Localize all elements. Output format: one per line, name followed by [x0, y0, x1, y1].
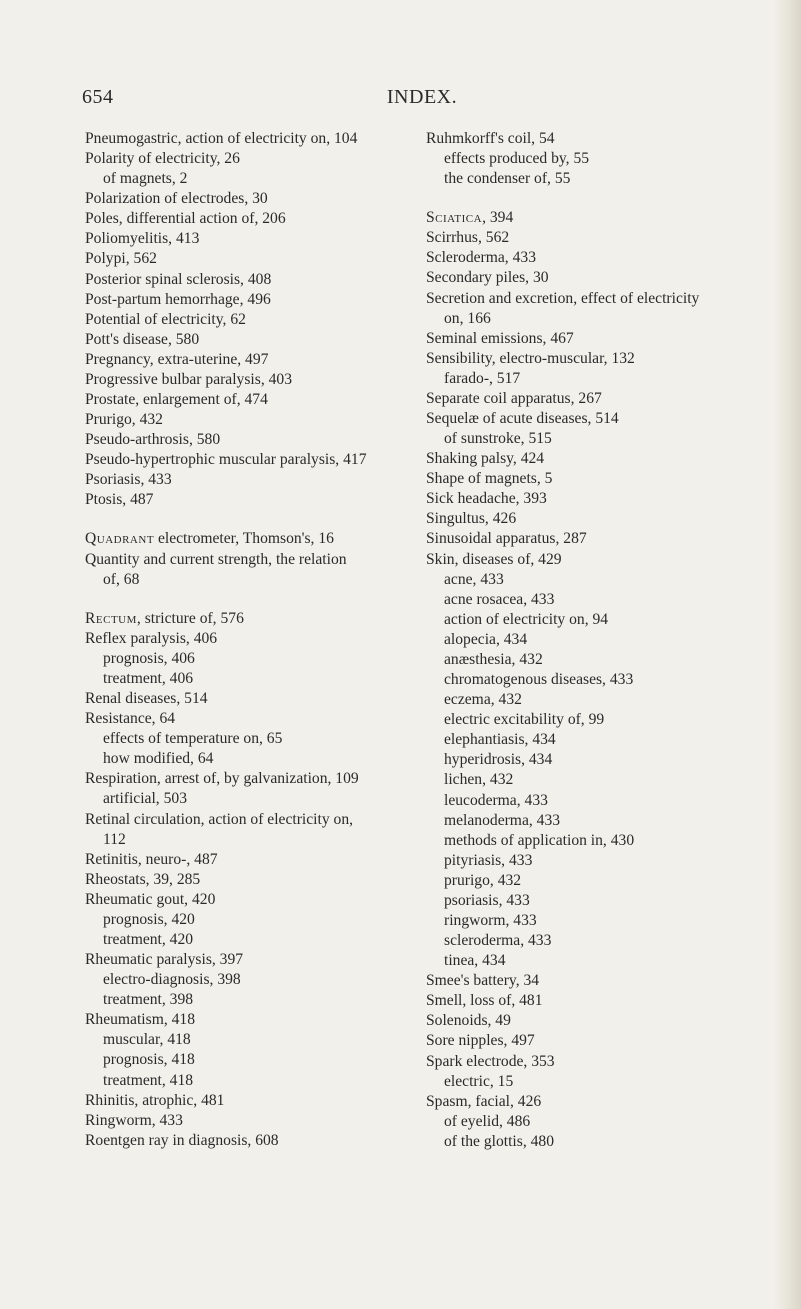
index-entry: [426, 1031, 796, 1051]
index-entry: [426, 991, 796, 1011]
index-entry-text: electric, 15: [444, 1072, 514, 1090]
index-entry: [85, 430, 425, 450]
index-entry-text: prognosis, 418: [103, 1051, 195, 1069]
index-entry-text: Ruhmkorff's coil, 54: [426, 130, 555, 147]
index-subentry: [85, 169, 425, 189]
index-entry-text: Singultus, 426: [426, 510, 517, 528]
index-subentry: [426, 369, 796, 389]
index-entry-text: how modified, 64: [103, 750, 214, 768]
index-subentry: [426, 831, 796, 851]
index-entry: [85, 490, 425, 510]
index-entry-text: Sequelæ of acute diseases, 514: [426, 410, 619, 428]
index-entry: [85, 229, 425, 249]
index-entry: [426, 1052, 796, 1072]
index-subentry: [426, 770, 796, 790]
index-subentry: [426, 891, 796, 911]
index-subentry: [426, 169, 796, 189]
index-subentry: [426, 951, 796, 971]
index-entry-text: Psoriasis, 433: [85, 471, 172, 489]
index-entry: [426, 509, 796, 529]
index-entry-text: psoriasis, 433: [444, 891, 530, 909]
index-subentry: [426, 670, 796, 690]
index-entry-text: action of electricity on, 94: [444, 610, 609, 628]
index-entry-text: Retinal circulation, action of electricity on,: [85, 810, 354, 828]
index-column-right: [426, 129, 796, 1152]
index-entry-text: Solenoids, 49: [426, 1012, 511, 1030]
index-entry-text: Ringworm, 433: [85, 1111, 183, 1129]
index-entry: [85, 890, 425, 910]
index-entry-text: Scleroderma, 433: [426, 249, 536, 267]
index-entry-text: electric excitability of, 99: [444, 711, 605, 729]
page-header: [82, 86, 762, 114]
index-subentry: [426, 570, 796, 590]
page-number: 654: [82, 86, 114, 108]
index-entry-text: farado-, 517: [444, 369, 521, 387]
index-letter-lead: Sciatica: [426, 209, 483, 227]
index-entry-text: Sick headache, 393: [426, 490, 547, 508]
index-entry-text: prognosis, 420: [103, 910, 195, 928]
index-entry-text: chromatogenous diseases, 433: [444, 671, 634, 689]
index-entry-text: Pseudo-hypertrophic muscular paralysis, 417: [85, 451, 367, 469]
index-entry-text: Secondary piles, 30: [426, 269, 549, 287]
index-entry: [85, 330, 425, 350]
index-entry-text: Rheumatic paralysis, 397: [85, 951, 244, 969]
index-entry: [85, 209, 425, 229]
index-entry-text: lichen, 432: [444, 771, 514, 789]
index-entry: [85, 810, 425, 830]
index-entry-text: Potential of electricity, 62: [85, 310, 246, 328]
index-entry-text: Prostate, enlargement of, 474: [85, 391, 268, 409]
index-entry: [85, 450, 425, 470]
index-entry-text: Retinitis, neuro-, 487: [85, 850, 218, 868]
index-subentry: [426, 610, 796, 630]
index-entry: [85, 1131, 425, 1151]
index-entry: [85, 850, 425, 870]
index-entry: [85, 270, 425, 290]
index-entry: [426, 228, 796, 248]
index-entry: [426, 208, 796, 228]
index-entry-text: effects produced by, 55: [444, 150, 590, 168]
index-subentry: [85, 910, 425, 930]
index-entry-text: Renal diseases, 514: [85, 690, 208, 708]
index-entry: [85, 609, 425, 629]
index-entry-text: methods of application in, 430: [444, 831, 635, 849]
index-entry-text: alopecia, 434: [444, 630, 528, 648]
index-entry-text: Poliomyelitis, 413: [85, 230, 200, 248]
index-entry-text: Scirrhus, 562: [426, 229, 510, 247]
index-entry-text: Poles, differential action of, 206: [85, 210, 286, 228]
index-entry-text: Polarity of electricity, 26: [85, 150, 240, 168]
index-subentry: [426, 911, 796, 931]
index-entry: [85, 709, 425, 729]
index-entry-text: elephantiasis, 434: [444, 731, 556, 749]
index-entry-text: Resistance, 64: [85, 710, 176, 728]
index-entry-text: hyperidrosis, 434: [444, 751, 553, 769]
index-subentry: [85, 970, 425, 990]
index-entry: [85, 769, 425, 789]
index-entry-text: Reflex paralysis, 406: [85, 629, 218, 647]
index-subentry: [426, 730, 796, 750]
index-entry-text: Seminal emissions, 467: [426, 329, 574, 347]
index-entry-text: of the glottis, 480: [444, 1132, 555, 1150]
index-entry-text: acne, 433: [444, 570, 504, 588]
index-entry-text: Posterior spinal sclerosis, 408: [85, 270, 272, 288]
index-entry-text: Separate coil apparatus, 267: [426, 389, 602, 407]
index-subentry: [85, 729, 425, 749]
index-subentry: [85, 789, 425, 809]
index-entry-text: Rheumatism, 418: [85, 1011, 196, 1029]
index-subentry: [426, 149, 796, 169]
index-entry: [85, 550, 425, 570]
index-entry-text: Pneumogastric, action of electricity on, 104: [85, 130, 358, 147]
index-entry-text: Secretion and excretion, effect of electricity: [426, 289, 700, 307]
index-entry: [85, 249, 425, 269]
index-subentry: [426, 851, 796, 871]
index-entry-text: 112: [103, 830, 126, 848]
index-entry: [426, 129, 796, 149]
index-subentry: [426, 931, 796, 951]
index-entry-text: acne rosacea, 433: [444, 590, 555, 608]
index-subentry: [426, 630, 796, 650]
index-entry-text: anæsthesia, 432: [444, 650, 543, 668]
index-entry: [85, 390, 425, 410]
index-subentry: [426, 690, 796, 710]
index-subentry: [426, 650, 796, 670]
index-entry-text: Spasm, facial, 426: [426, 1092, 542, 1110]
index-entry: [426, 1092, 796, 1112]
index-entry-text: Rheumatic gout, 420: [85, 890, 216, 908]
index-subentry: [426, 811, 796, 831]
index-entry-text: Pseudo-arthrosis, 580: [85, 431, 221, 449]
index-entry: [85, 410, 425, 430]
index-entry-text: on, 166: [444, 309, 491, 327]
index-entry-text: effects of temperature on, 65: [103, 730, 283, 748]
index-entry-text: prognosis, 406: [103, 649, 195, 667]
index-subentry: [85, 649, 425, 669]
index-entry-text: muscular, 418: [103, 1031, 191, 1049]
index-letter-lead: Quadrant: [85, 530, 155, 548]
index-entry-text: pityriasis, 433: [444, 851, 533, 869]
index-entry: [85, 290, 425, 310]
index-entry: [85, 870, 425, 890]
index-entry: [426, 469, 796, 489]
index-entry-text: artificial, 503: [103, 790, 187, 808]
index-entry: [85, 370, 425, 390]
index-subentry: [426, 791, 796, 811]
index-subentry: [85, 930, 425, 950]
index-subentry: [85, 1050, 425, 1070]
index-entry-text: of eyelid, 486: [444, 1112, 531, 1130]
index-subentry: [85, 749, 425, 769]
index-subentry: [426, 750, 796, 770]
index-entry-text: Sensibility, electro-muscular, 132: [426, 349, 635, 367]
index-entry-text: Skin, diseases of, 429: [426, 550, 562, 568]
index-entry-text: of magnets, 2: [103, 170, 188, 188]
index-entry-text: treatment, 398: [103, 991, 194, 1009]
index-entry-text: of, 68: [103, 570, 140, 588]
index-subentry: [85, 830, 425, 850]
index-entry-text: , 394: [482, 209, 514, 227]
index-entry: [426, 529, 796, 549]
index-entry: [85, 529, 425, 549]
index-entry-text: the condenser of, 55: [444, 170, 571, 188]
index-entry: [426, 268, 796, 288]
index-entry-text: Polarization of electrodes, 30: [85, 190, 268, 208]
index-entry: [426, 449, 796, 469]
index-entry: [426, 389, 796, 409]
index-entry-text: treatment, 418: [103, 1071, 194, 1089]
index-entry-text: Smee's battery, 34: [426, 972, 540, 990]
index-entry-text: tinea, 434: [444, 952, 506, 970]
index-subentry: [426, 1072, 796, 1092]
index-entry: [426, 1011, 796, 1031]
index-entry: [85, 950, 425, 970]
index-entry: [426, 289, 796, 309]
index-subentry: [85, 990, 425, 1010]
index-entry-text: Roentgen ray in diagnosis, 608: [85, 1131, 279, 1149]
index-entry-text: Rheostats, 39, 285: [85, 870, 201, 888]
index-subentry: [426, 871, 796, 891]
index-entry-text: electrometer, Thomson's, 16: [154, 530, 334, 548]
index-entry-text: of sunstroke, 515: [444, 430, 552, 448]
index-entry-text: scleroderma, 433: [444, 932, 552, 950]
index-column-left: [85, 129, 425, 1151]
index-entry-text: eczema, 432: [444, 691, 522, 709]
index-entry-text: leucoderma, 433: [444, 791, 548, 809]
index-entry: [426, 489, 796, 509]
index-subentry: [426, 1132, 796, 1152]
index-subentry: [85, 1030, 425, 1050]
index-entry: [426, 248, 796, 268]
index-entry-text: treatment, 406: [103, 669, 194, 687]
index-entry-text: Progressive bulbar paralysis, 403: [85, 370, 293, 388]
index-subentry: [85, 669, 425, 689]
index-entry: [85, 129, 425, 149]
index-entry-text: Sore nipples, 497: [426, 1032, 535, 1050]
index-entry-text: Pott's disease, 580: [85, 330, 200, 348]
index-entry: [426, 550, 796, 570]
index-subentry: [426, 429, 796, 449]
index-subentry: [85, 1071, 425, 1091]
index-entry: [85, 689, 425, 709]
index-entry-text: Polypi, 562: [85, 250, 157, 268]
index-entry-text: Sinusoidal apparatus, 287: [426, 530, 587, 548]
index-subentry: [426, 309, 796, 329]
index-entry-text: ringworm, 433: [444, 911, 537, 929]
page-title: INDEX.: [386, 86, 458, 108]
index-entry: [85, 1111, 425, 1131]
index-entry-text: treatment, 420: [103, 930, 194, 948]
index-entry-text: prurigo, 432: [444, 871, 522, 889]
index-entry: [85, 350, 425, 370]
index-entry: [426, 329, 796, 349]
index-entry: [426, 349, 796, 369]
index-entry: [426, 971, 796, 991]
index-entry: [426, 409, 796, 429]
index-subentry: [426, 1112, 796, 1132]
index-letter-lead: Rectum: [85, 609, 137, 627]
index-entry-text: Post-partum hemorrhage, 496: [85, 290, 271, 308]
index-entry-text: Shaking palsy, 424: [426, 450, 545, 468]
index-entry: [85, 470, 425, 490]
index-entry-text: Spark electrode, 353: [426, 1052, 555, 1070]
index-entry-text: melanoderma, 433: [444, 811, 561, 829]
index-entry-text: Ptosis, 487: [85, 491, 154, 509]
index-entry-text: Smell, loss of, 481: [426, 992, 543, 1010]
index-subentry: [426, 590, 796, 610]
index-entry-text: Pregnancy, extra-uterine, 497: [85, 350, 269, 368]
index-entry: [85, 629, 425, 649]
index-entry: [85, 189, 425, 209]
index-entry-text: , stricture of, 576: [136, 609, 244, 627]
index-subentry: [426, 710, 796, 730]
index-entry-text: Respiration, arrest of, by galvanization, 109: [85, 770, 359, 788]
index-entry-text: electro-diagnosis, 398: [103, 971, 241, 989]
index-entry: [85, 149, 425, 169]
index-entry: [85, 310, 425, 330]
index-entry: [85, 1010, 425, 1030]
index-entry-text: Rhinitis, atrophic, 481: [85, 1091, 225, 1109]
index-subentry: [85, 570, 425, 590]
index-entry: [85, 1091, 425, 1111]
index-entry-text: Shape of magnets, 5: [426, 470, 553, 488]
index-entry-text: Prurigo, 432: [85, 411, 163, 429]
index-entry-text: Quantity and current strength, the relation: [85, 550, 347, 568]
